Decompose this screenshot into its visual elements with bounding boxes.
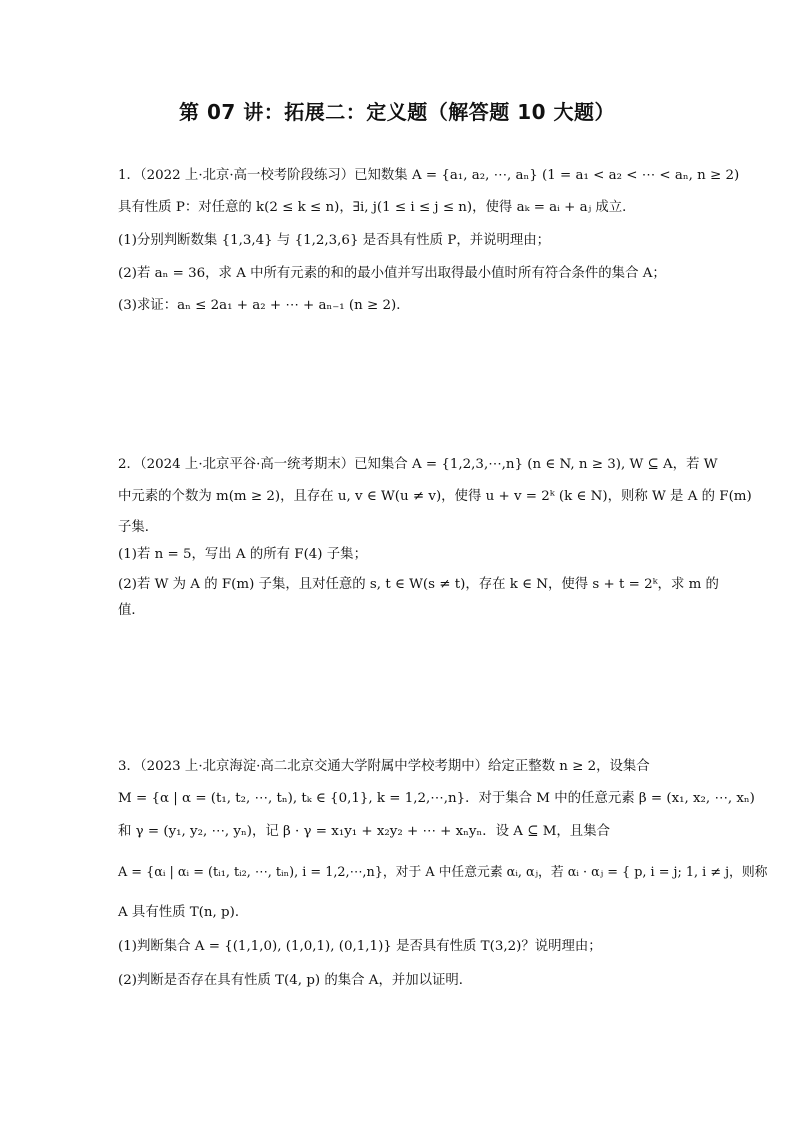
problem-1-part-2: (2)若 aₙ = 36，求 A 中所有元素的和的最小值并写出取得最小值时所有符合条件的集合 A； <box>118 266 666 281</box>
problem-2-line-3: 子集． <box>118 520 159 535</box>
problem-2-part-1: (1)若 n = 5，写出 A 的所有 F(4) 子集； <box>118 547 367 562</box>
problem-2-part-2: (2)若 W 为 A 的 F(m) 子集，且对任意的 s, t ∈ W(s ≠ t)，存在 k ∈ N，使得 s + t = 2ᵏ，求 m 的 <box>118 577 719 592</box>
page-title: 第 07 讲：拓展二：定义题（解答题 10 大题） <box>178 100 615 124</box>
problem-2-line-2: 中元素的个数为 m(m ≥ 2)，且存在 u, v ∈ W(u ≠ v)，使得 u + v = 2ᵏ (k ∈ N)，则称 W 是 A 的 F(m) <box>118 489 752 504</box>
problem-3-line-1: 3．（2023 上·北京海淀·高二北京交通大学附属中学校考期中）给定正整数 n ≥ 2，设集合 <box>118 759 650 774</box>
problem-1-line-2: 具有性质 P：对任意的 k(2 ≤ k ≤ n)，∃i, j(1 ≤ i ≤ j ≤ n)，使得 aₖ = aᵢ + aⱼ 成立． <box>118 200 636 215</box>
problem-3-part-1: (1)判断集合 A = {(1,1,0), (1,0,1), (0,1,1)} 是否具有性质 T(3,2)？说明理由； <box>118 939 602 954</box>
problem-2-line-1: 2．（2024 上·北京平谷·高一统考期末）已知集合 A = {1,2,3,⋯,n} (n ∈ N, n ≥ 3), W ⊆ A，若 W <box>118 457 718 472</box>
problem-2-line-6: 值． <box>118 603 145 618</box>
problem-3-line-2: M = {α | α = (t₁, t₂, ⋯, tₙ), tₖ ∈ {0,1}, k = 1,2,⋯,n}．对于集合 M 中的任意元素 β = (x₁, x₂, ⋯, xₙ) <box>118 791 755 806</box>
problem-3-part-2: (2)判断是否存在具有性质 T(4, p) 的集合 A，并加以证明． <box>118 973 473 988</box>
problem-3-line-3: 和 γ = (y₁, y₂, ⋯, yₙ)，记 β · γ = x₁y₁ + x₂y₂ + ⋯ + xₙyₙ．设 A ⊆ M，且集合 <box>118 824 610 839</box>
problem-1-line-1: 1．（2022 上·北京·高一校考阶段练习）已知数集 A = {a₁, a₂, ⋯, aₙ} (1 = a₁ < a₂ < ⋯ < aₙ, n ≥ 2) <box>118 168 740 183</box>
problem-3-line-5: A 具有性质 T(n, p)． <box>118 905 249 920</box>
problem-1-part-3: (3)求证：aₙ ≤ 2a₁ + a₂ + ⋯ + aₙ₋₁ (n ≥ 2)． <box>118 298 410 313</box>
problem-1-part-1: (1)分别判断数集 {1,3,4} 与 {1,2,3,6} 是否具有性质 P，并说明理由； <box>118 233 551 248</box>
problem-3-line-4: A = {αᵢ | αᵢ = (tᵢ₁, tᵢ₂, ⋯, tᵢₙ), i = 1,2,⋯,n}，对于 A 中任意元素 αᵢ, αⱼ，若 αᵢ · αⱼ = { p, i = j; 1, i ≠ j，则称 <box>118 865 768 880</box>
